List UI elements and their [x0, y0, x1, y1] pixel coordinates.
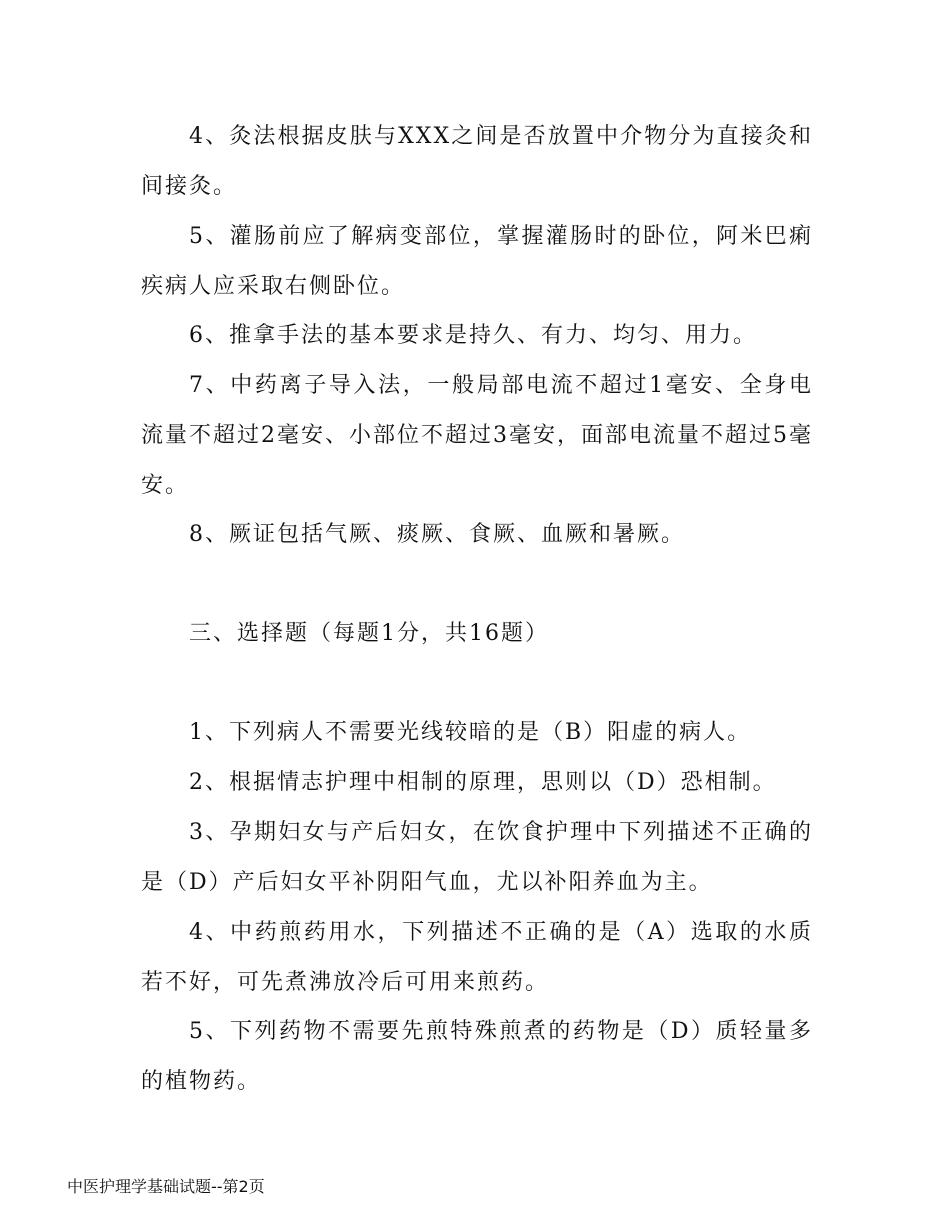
true-false-item-6: 6、推拿手法的基本要求是持久、有力、均匀、用力。: [189, 323, 757, 348]
true-false-item-5: 5、灌肠前应了解病变部位，掌握灌肠时的卧位，阿米巴痢疾病人应采取右侧卧位。: [141, 224, 813, 299]
true-false-item-8: 8、厥证包括气厥、痰厥、食厥、血厥和暑厥。: [189, 522, 685, 547]
choice-question-5: 5、下列药物不需要先煎特殊煎煮的药物是（D）质轻量多的植物药。: [141, 1019, 813, 1094]
choice-question-2: 2、根据情志护理中相制的原理，思则以（D）恐相制。: [189, 770, 777, 795]
choice-question-4: 4、中药煎药用水，下列描述不正确的是（A）选取的水质若不好，可先煮沸放冷后可用来煎药。: [141, 920, 813, 995]
choice-question-1: 1、下列病人不需要光线较暗的是（B）阳虚的病人。: [189, 720, 752, 745]
page-footer: 中医护理学基础试题--第2页: [67, 1177, 265, 1196]
section-heading: 三、选择题（每题1分，共16题）: [189, 621, 549, 646]
choice-question-3: 3、孕期妇女与产后妇女，在饮食护理中下列描述不正确的是（D）产后妇女平补阴阳气血，尤以补阳养血为主。: [141, 820, 813, 895]
true-false-item-7: 7、中药离子导入法，一般局部电流不超过1毫安、全身电流量不超过2毫安、小部位不超过3毫安，面部电流量不超过5毫安。: [141, 373, 813, 498]
true-false-item-4: 4、灸法根据皮肤与XXX之间是否放置中介物分为直接灸和间接灸。: [141, 124, 813, 199]
